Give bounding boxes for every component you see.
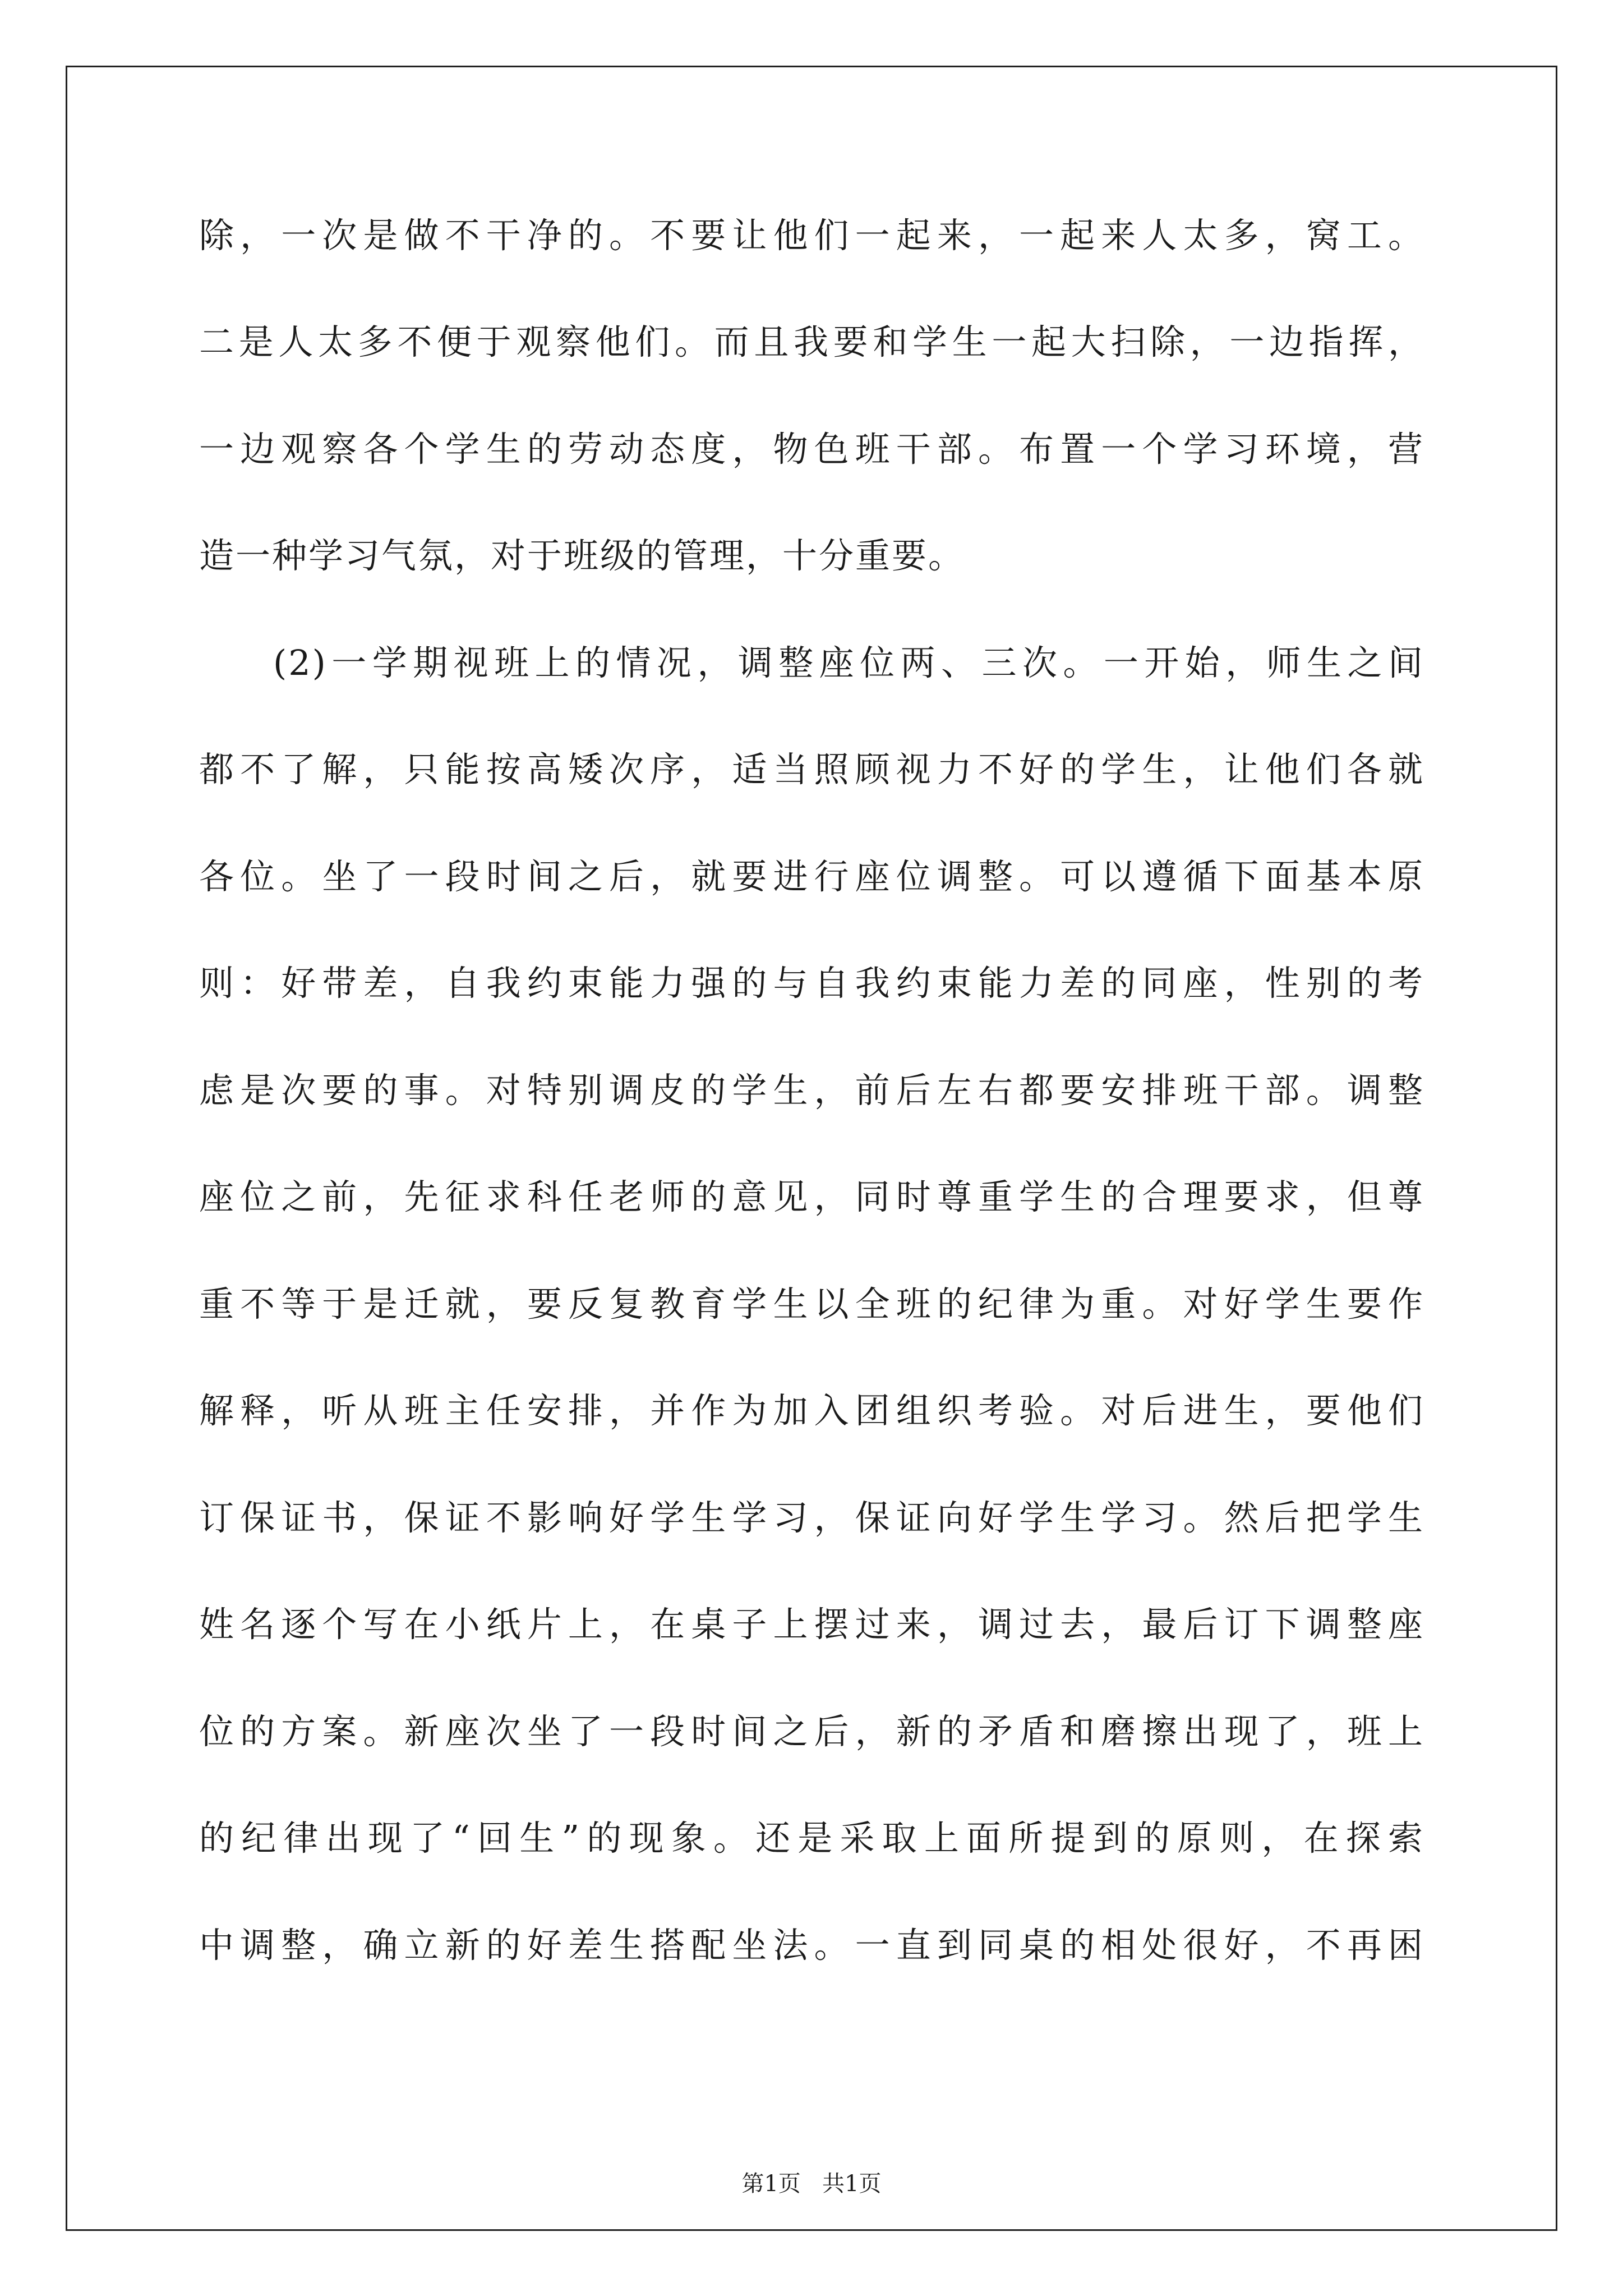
text-line: 一边观察各个学生的劳动态度，物色班干部。布置一个学习环境，营 <box>199 429 1424 470</box>
text-line: 订保证书，保证不影响好学生学习，保证向好学生学习。然后把学生 <box>199 1497 1424 1538</box>
text-line: 重不等于是迁就，要反复教育学生以全班的纪律为重。对好学生要作 <box>199 1283 1424 1324</box>
text-line: 二是人太多不便于观察他们。而且我要和学生一起大扫除，一边指挥， <box>199 321 1424 362</box>
page-number-footer: 第1页 共1页 <box>741 2171 882 2197</box>
text-line: 的纪律出现了“回生”的现象。还是采取上面所提到的原则，在探索 <box>199 1818 1424 1858</box>
text-line: 都不了解，只能按高矮次序，适当照顾视力不好的学生，让他们各就 <box>199 749 1424 790</box>
text-line: 位的方案。新座次坐了一段时间之后，新的矛盾和磨擦出现了，班上 <box>199 1711 1424 1752</box>
text-line: 除，一次是做不干净的。不要让他们一起来，一起来人太多，窝工。 <box>199 215 1424 256</box>
text-line: 姓名逐个写在小纸片上，在桌子上摆过来，调过去，最后订下调整座 <box>199 1604 1424 1645</box>
page-border <box>66 66 1557 2231</box>
text-line: 造一种学习气氛，对于班级的管理，十分重要。 <box>199 535 965 576</box>
text-line: 则：好带差，自我约束能力强的与自我约束能力差的同座，性别的考 <box>199 963 1424 1004</box>
text-line: 虑是次要的事。对特别调皮的学生，前后左右都要安排班干部。调整 <box>199 1070 1424 1111</box>
text-line: 解释，听从班主任安排，并作为加入团组织考验。对后进生，要他们 <box>199 1390 1424 1431</box>
paragraph-start-line: (2)一学期视班上的情况，调整座位两、三次。一开始，师生之间 <box>273 642 1424 683</box>
text-line: 各位。坐了一段时间之后，就要进行座位调整。可以遵循下面基本原 <box>199 856 1424 897</box>
text-line: 中调整，确立新的好差生搭配坐法。一直到同桌的相处很好，不再困 <box>199 1925 1424 1966</box>
text-line: 座位之前，先征求科任老师的意见，同时尊重学生的合理要求，但尊 <box>199 1176 1424 1217</box>
